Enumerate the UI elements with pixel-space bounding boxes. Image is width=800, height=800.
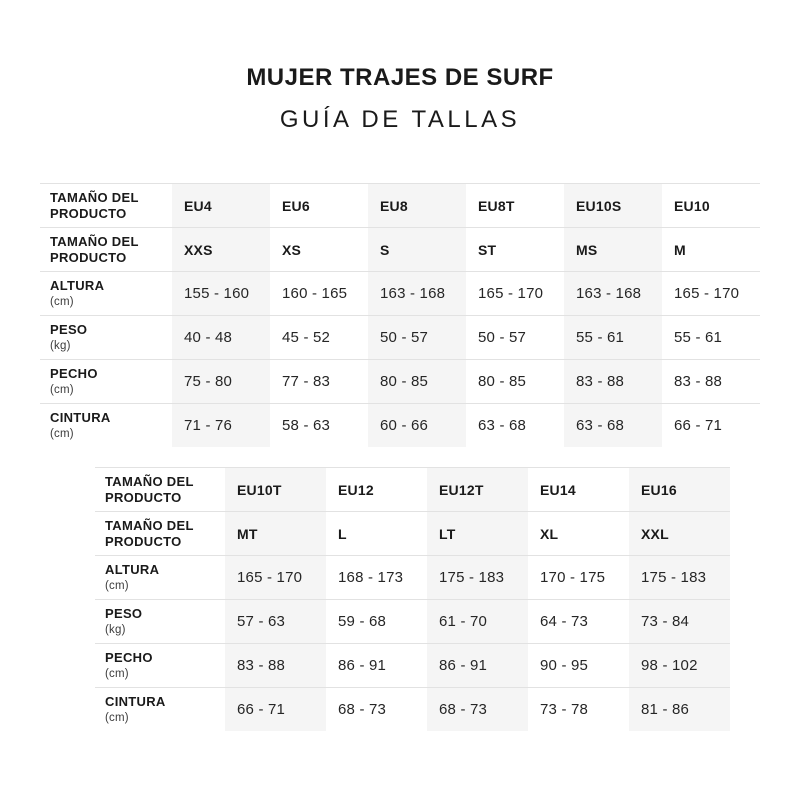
value-cell: 40 - 48 xyxy=(172,316,270,359)
size-header-cell: EU6 xyxy=(282,197,310,214)
value-cell: 61 - 70 xyxy=(427,600,528,643)
value-cell: 63 - 68 xyxy=(564,404,662,447)
value-cell: 83 - 88 xyxy=(225,644,326,687)
row-sublabel: PRODUCTO xyxy=(105,533,182,549)
row-label: PESO xyxy=(50,322,88,337)
row-label-cell xyxy=(95,512,225,555)
size-header-cell: L xyxy=(338,525,347,542)
row-label: PECHO xyxy=(105,650,153,665)
size-header-cell: XS xyxy=(282,241,302,258)
value-cell: 63 - 68 xyxy=(478,417,527,434)
value-cell: 165 - 170 xyxy=(674,285,740,302)
row-label-cell xyxy=(40,404,172,447)
row-label: CINTURA xyxy=(105,694,166,709)
value-cell: 68 - 73 xyxy=(427,688,528,731)
size-header-cell: EU8 xyxy=(368,184,466,227)
value-cell: 58 - 63 xyxy=(282,417,331,434)
value-cell: 170 - 175 xyxy=(540,569,606,586)
measure-row xyxy=(95,599,730,643)
size-header-cell: M xyxy=(674,241,686,258)
size-header-cell: XXS xyxy=(172,228,270,271)
value-cell: 73 - 84 xyxy=(629,600,730,643)
size-header-cell: EU8T xyxy=(478,197,515,214)
row-sublabel: PRODUCTO xyxy=(50,249,127,265)
row-sublabel: (cm) xyxy=(50,296,74,308)
row-label: TAMAÑO DEL xyxy=(105,517,194,533)
row-label-cell xyxy=(95,556,225,599)
measure-row xyxy=(95,643,730,687)
row-label-cell xyxy=(95,644,225,687)
row-sublabel: (cm) xyxy=(105,712,129,724)
value-cell: 59 - 68 xyxy=(338,613,387,630)
value-cell: 86 - 91 xyxy=(338,657,387,674)
measure-row xyxy=(40,403,760,447)
size-header-cell: EU12T xyxy=(427,468,528,511)
size-header-row xyxy=(95,467,730,511)
row-label: ALTURA xyxy=(50,278,105,293)
size-header-cell: EU4 xyxy=(172,184,270,227)
value-cell: 57 - 63 xyxy=(225,600,326,643)
value-cell: 66 - 71 xyxy=(225,688,326,731)
page-subtitle: GUÍA DE TALLAS xyxy=(279,106,521,133)
value-cell: 64 - 73 xyxy=(540,613,589,630)
row-sublabel: (cm) xyxy=(50,428,74,440)
row-sublabel: PRODUCTO xyxy=(50,205,127,221)
value-cell: 155 - 160 xyxy=(172,272,270,315)
row-label-cell xyxy=(40,228,172,271)
size-header-cell: EU10 xyxy=(674,197,710,214)
row-sublabel: (cm) xyxy=(105,668,129,680)
value-cell: 163 - 168 xyxy=(368,272,466,315)
measure-row xyxy=(95,687,730,731)
size-header-cell: EU14 xyxy=(540,481,576,498)
row-sublabel: (cm) xyxy=(50,384,74,396)
row-sublabel: PRODUCTO xyxy=(105,489,182,505)
size-header-cell: XXL xyxy=(629,512,730,555)
value-cell: 75 - 80 xyxy=(172,360,270,403)
size-header-cell: EU10S xyxy=(564,184,662,227)
value-cell: 98 - 102 xyxy=(629,644,730,687)
value-cell: 160 - 165 xyxy=(282,285,348,302)
value-cell: 168 - 173 xyxy=(338,569,404,586)
row-label: CINTURA xyxy=(50,410,111,425)
row-sublabel: (kg) xyxy=(50,340,71,352)
measure-row xyxy=(40,315,760,359)
size-header-row xyxy=(40,183,760,227)
value-cell: 175 - 183 xyxy=(629,556,730,599)
value-cell: 77 - 83 xyxy=(282,373,331,390)
value-cell: 165 - 170 xyxy=(478,285,544,302)
value-cell: 83 - 88 xyxy=(564,360,662,403)
row-label: TAMAÑO DEL xyxy=(105,473,194,489)
value-cell: 71 - 76 xyxy=(172,404,270,447)
row-label: PESO xyxy=(105,606,143,621)
value-cell: 55 - 61 xyxy=(564,316,662,359)
page-title: MUJER TRAJES DE SURF xyxy=(246,64,554,91)
value-cell: 50 - 57 xyxy=(478,329,527,346)
value-cell: 165 - 170 xyxy=(225,556,326,599)
value-cell: 68 - 73 xyxy=(338,701,387,718)
value-cell: 175 - 183 xyxy=(427,556,528,599)
value-cell: 163 - 168 xyxy=(564,272,662,315)
size-header-cell: S xyxy=(368,228,466,271)
value-cell: 81 - 86 xyxy=(629,688,730,731)
row-sublabel: (kg) xyxy=(105,624,126,636)
row-label-cell xyxy=(40,360,172,403)
value-cell: 83 - 88 xyxy=(674,373,723,390)
row-label: TAMAÑO DEL xyxy=(50,189,139,205)
size-table-primary xyxy=(40,183,760,447)
row-sublabel: (cm) xyxy=(105,580,129,592)
row-label-cell xyxy=(40,184,172,227)
size-header-row xyxy=(40,227,760,271)
measure-row xyxy=(40,271,760,315)
value-cell: 60 - 66 xyxy=(368,404,466,447)
size-header-cell: MS xyxy=(564,228,662,271)
size-header-cell: ST xyxy=(478,241,497,258)
value-cell: 86 - 91 xyxy=(427,644,528,687)
row-label: PECHO xyxy=(50,366,98,381)
size-header-row xyxy=(95,511,730,555)
row-label-cell xyxy=(40,272,172,315)
row-label-cell xyxy=(95,688,225,731)
row-label-cell xyxy=(95,468,225,511)
value-cell: 80 - 85 xyxy=(478,373,527,390)
row-label-cell xyxy=(40,316,172,359)
value-cell: 80 - 85 xyxy=(368,360,466,403)
value-cell: 50 - 57 xyxy=(368,316,466,359)
value-cell: 73 - 78 xyxy=(540,701,589,718)
measure-row xyxy=(95,555,730,599)
size-header-cell: MT xyxy=(225,512,326,555)
row-label-cell xyxy=(95,600,225,643)
size-header-cell: XL xyxy=(540,525,559,542)
value-cell: 45 - 52 xyxy=(282,329,331,346)
row-label: TAMAÑO DEL xyxy=(50,233,139,249)
size-header-cell: EU12 xyxy=(338,481,374,498)
measure-row xyxy=(40,359,760,403)
value-cell: 66 - 71 xyxy=(674,417,723,434)
row-label: ALTURA xyxy=(105,562,160,577)
value-cell: 55 - 61 xyxy=(674,329,723,346)
size-header-cell: EU16 xyxy=(629,468,730,511)
value-cell: 90 - 95 xyxy=(540,657,589,674)
size-table-extended xyxy=(95,467,730,731)
size-header-cell: EU10T xyxy=(225,468,326,511)
size-header-cell: LT xyxy=(427,512,528,555)
